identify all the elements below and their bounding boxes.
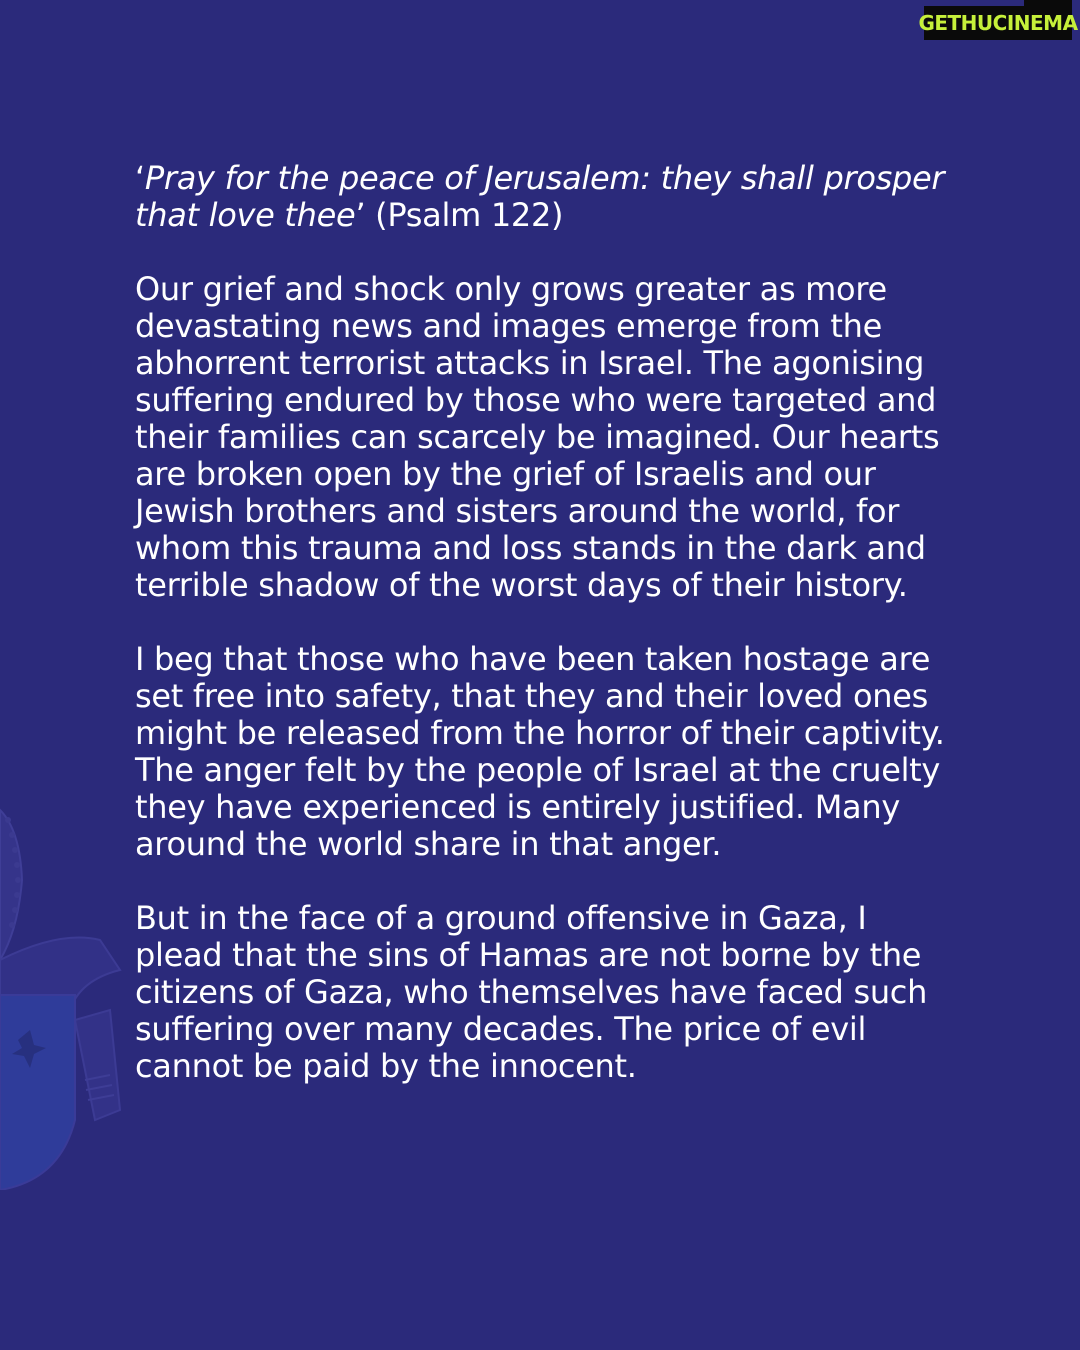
- paragraph-hostages: I beg that those who have been taken hostage are set free into safety, that they and their loved ones might be released from the horror of their captivity. The anger felt by the people of Israel at the cruelty they have experienced is entirely justified. Many around the world share in that anger.: [135, 640, 945, 863]
- film-reel-icon: [1024, 0, 1072, 6]
- quote-citation: (Psalm 122): [365, 196, 564, 234]
- statement-body: [135, 160, 955, 1122]
- paragraph-grief: Our grief and shock only grows greater as more devastating news and images emerge from the abhorrent terrorist attacks in Israel. The agonising suffering endured by those who were targeted and their families can scarcely be imagined. Our hearts are broken open by the grief of Israelis and our Jewish brothers and sisters around the world, for whom this trauma and loss stands in the dark and terrible shadow of the worst days of their history.: [135, 270, 940, 604]
- scripture-quote: [135, 160, 955, 234]
- quote-close-mark: ’: [355, 196, 366, 234]
- watermark-part1: GETHU: [918, 11, 993, 35]
- quote-text: Pray for the peace of Jerusalem: they shall prosper that love thee: [135, 159, 945, 234]
- watermark-part2: CINEMA: [992, 11, 1078, 35]
- paragraph-gaza: But in the face of a ground offensive in Gaza, I plead that the sins of Hamas are not borne by the citizens of Gaza, who themselves have faced such suffering over many decades. The price of evil cannot be paid by the innocent.: [135, 899, 928, 1085]
- quote-open-mark: ‘: [135, 159, 145, 197]
- watermark-logo: [918, 6, 1078, 40]
